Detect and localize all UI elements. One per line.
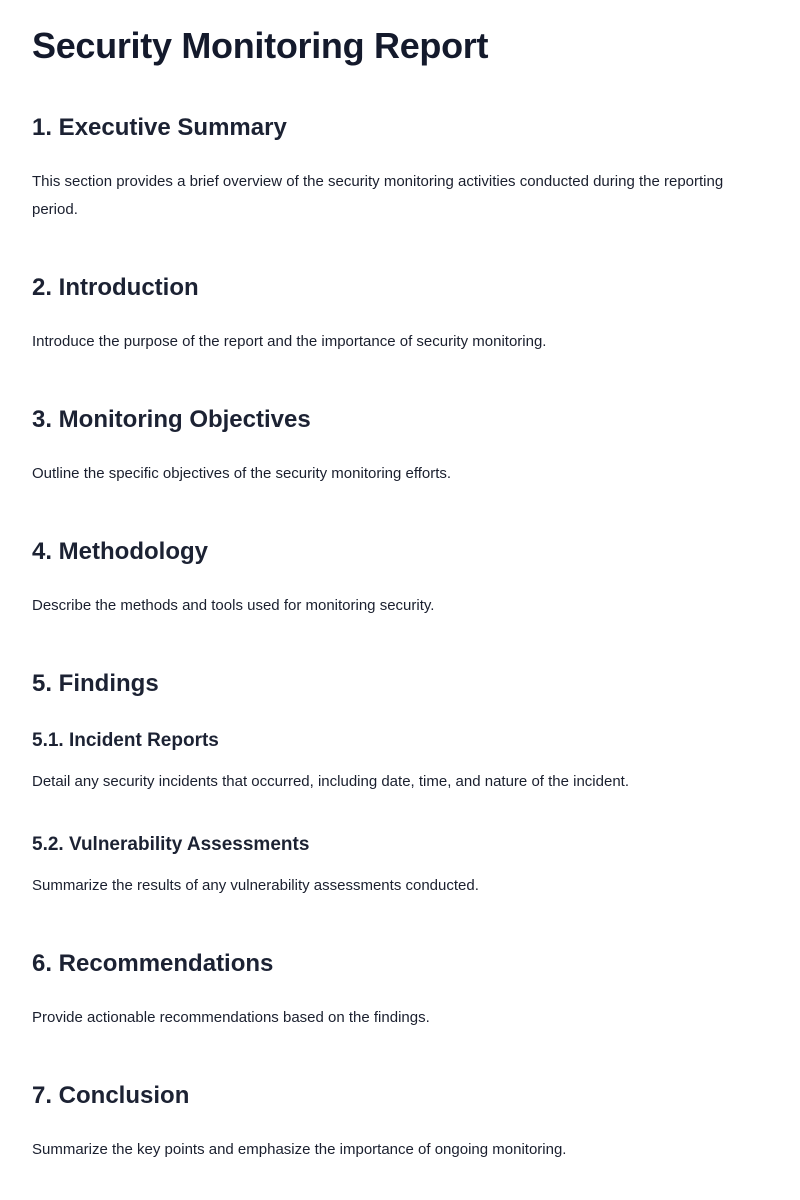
section-heading-executive-summary: 1. Executive Summary [32, 114, 287, 141]
section-text-introduction: Introduce the purpose of the report and the importance of security monitoring. [32, 333, 547, 350]
report-title: Security Monitoring Report [32, 25, 489, 66]
section-text-conclusion: Summarize the key points and emphasize the importance of ongoing monitoring. [32, 1141, 567, 1158]
section-heading-conclusion: 7. Conclusion [32, 1082, 190, 1109]
section-heading-findings: 5. Findings [32, 670, 159, 697]
section-heading-methodology: 4. Methodology [32, 538, 208, 565]
subsection-heading-incident-reports: 5.1. Incident Reports [32, 730, 219, 751]
subsection-text-vulnerability-assessments: Summarize the results of any vulnerability assessments conducted. [32, 877, 479, 894]
subsection-heading-vulnerability-assessments: 5.2. Vulnerability Assessments [32, 834, 310, 855]
subsection-text-incident-reports: Detail any security incidents that occurred, including date, time, and nature of the incident. [32, 773, 630, 790]
section-text-monitoring-objectives: Outline the specific objectives of the security monitoring efforts. [32, 465, 452, 482]
section-heading-recommendations: 6. Recommendations [32, 950, 274, 977]
section-heading-monitoring-objectives: 3. Monitoring Objectives [32, 406, 311, 433]
section-text-methodology: Describe the methods and tools used for monitoring security. [32, 597, 435, 614]
section-text-executive-summary: This section provides a brief overview of the security monitoring activities conducted during the reporting period. [32, 173, 724, 218]
section-text-recommendations: Provide actionable recommendations based on the findings. [32, 1009, 430, 1026]
section-heading-introduction: 2. Introduction [32, 274, 199, 301]
